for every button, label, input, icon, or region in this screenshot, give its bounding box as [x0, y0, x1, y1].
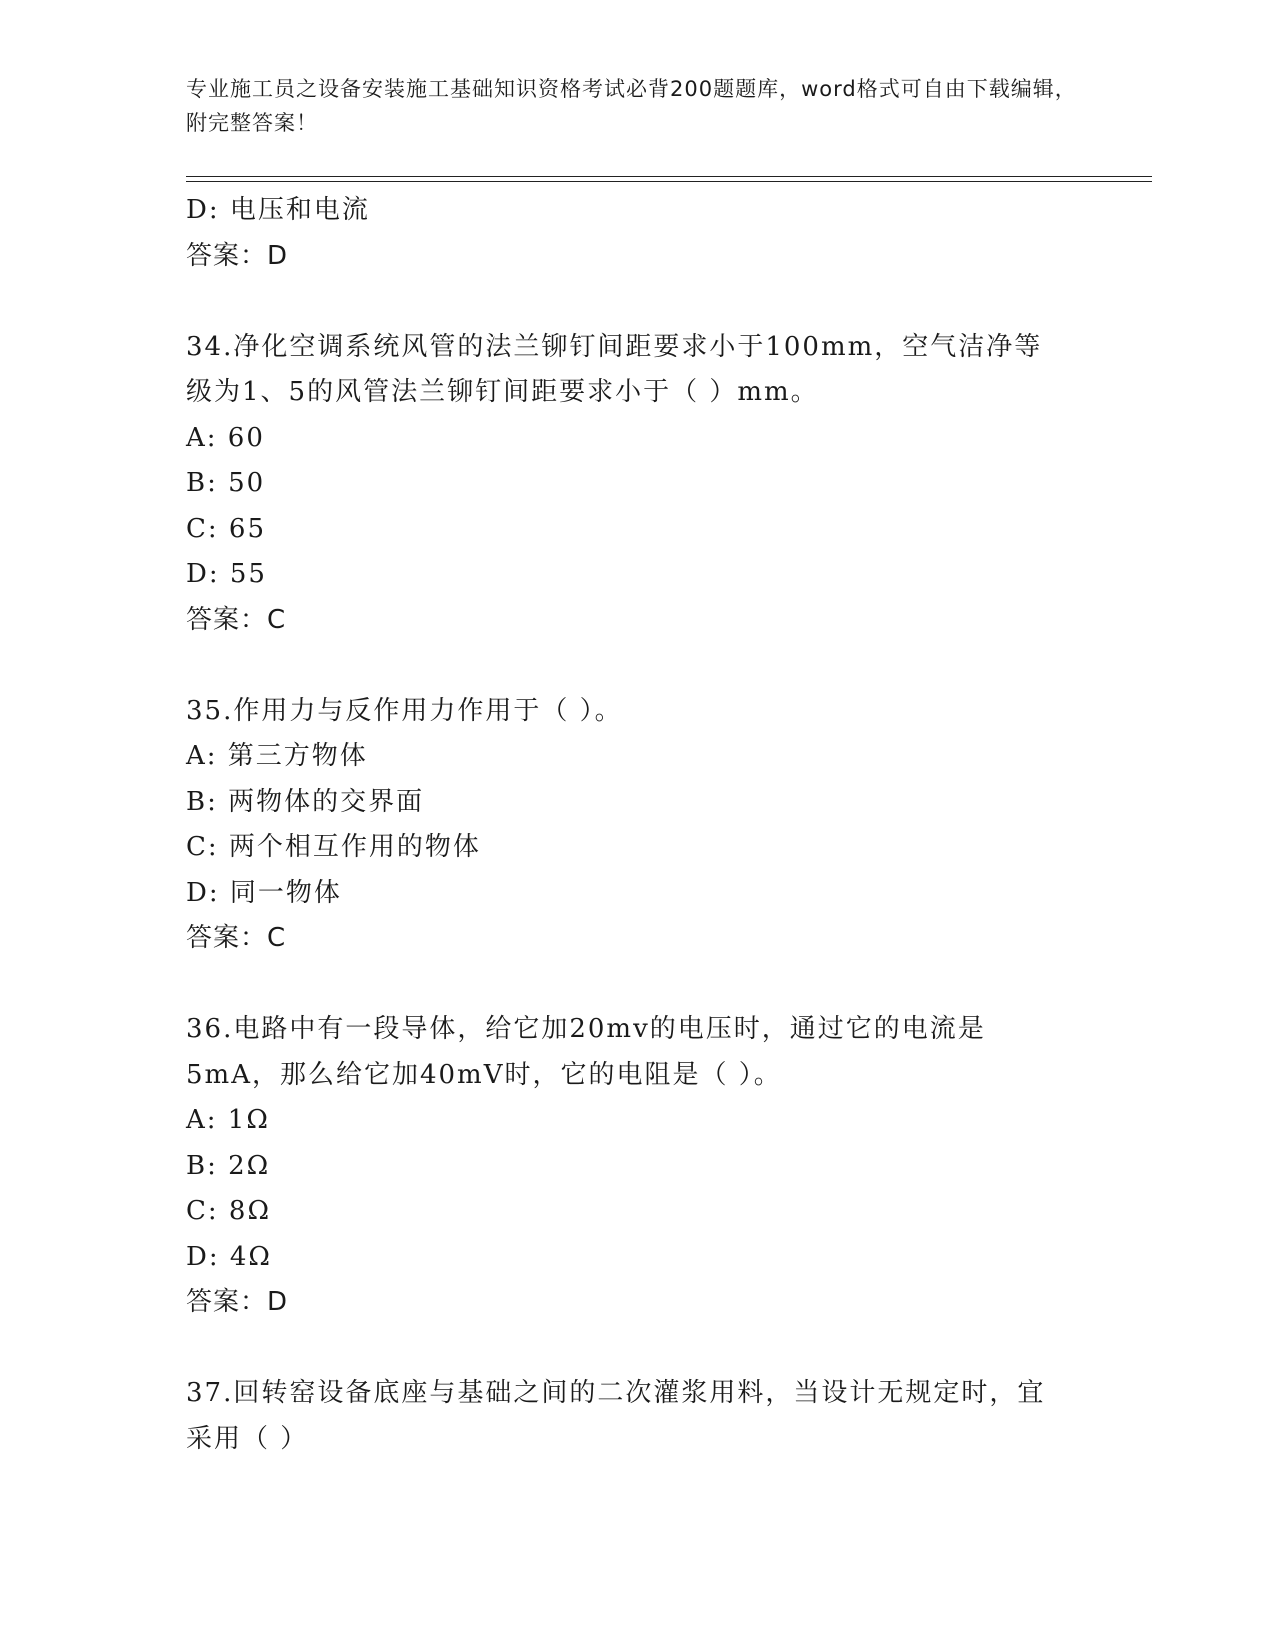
option-c: C: 8Ω: [186, 1196, 272, 1226]
question-36: [186, 1007, 1086, 1326]
option-a: A: 第三方物体: [186, 741, 368, 771]
spacer: [186, 1326, 1086, 1372]
option-b: B: 两物体的交界面: [186, 786, 425, 817]
option-c: C: 两个相互作用的物体: [186, 832, 481, 862]
question-35: [186, 689, 1086, 962]
option-b: B: 50: [186, 468, 266, 498]
answer-line: 答案：C: [186, 604, 287, 635]
header-rule-top: [186, 176, 1152, 177]
spacer: [186, 962, 1086, 1008]
question-text: 37.回转窑设备底座与基础之间的二次灌浆用料，当设计无规定时，宜采用（ ）: [186, 1378, 1046, 1454]
spacer: [186, 643, 1086, 689]
question-34: [186, 325, 1086, 644]
document-header: 专业施工员之设备安装施工基础知识资格考试必背200题题库，word格式可自由下载编辑，附完整答案！: [186, 77, 1077, 135]
option-d: D: 同一物体: [186, 877, 342, 908]
option-a: A: 60: [186, 422, 265, 453]
answer-line: 答案：D: [186, 240, 289, 271]
option-c: C: 65: [186, 513, 267, 544]
question-text: 35.作用力与反作用力作用于（ ）。: [186, 695, 623, 726]
question-text: 34.净化空调系统风管的法兰铆钉间距要求小于100mm，空气洁净等级为1、5的风管法兰铆钉间距要求小于（ ）mm。: [186, 331, 1043, 407]
spacer: [186, 279, 1086, 325]
option-b: B: 2Ω: [186, 1150, 271, 1181]
option-a: A: 1Ω: [186, 1105, 270, 1135]
question-text: 36.电路中有一段导体，给它加20mv的电压时，通过它的电流是5mA，那么给它加40mV时，它的电阻是（ ）。: [186, 1014, 986, 1090]
question-37: [186, 1371, 1086, 1462]
answer-line: 答案：D: [186, 1287, 289, 1317]
option-d: D: 55: [186, 559, 267, 589]
previous-question-tail: [186, 188, 1086, 279]
option-d: D: 电压和电流: [186, 195, 370, 225]
answer-line: 答案：C: [186, 923, 287, 953]
question-list: [186, 188, 1086, 1462]
header-rule-bottom: [186, 181, 1152, 182]
option-d: D: 4Ω: [186, 1241, 272, 1272]
